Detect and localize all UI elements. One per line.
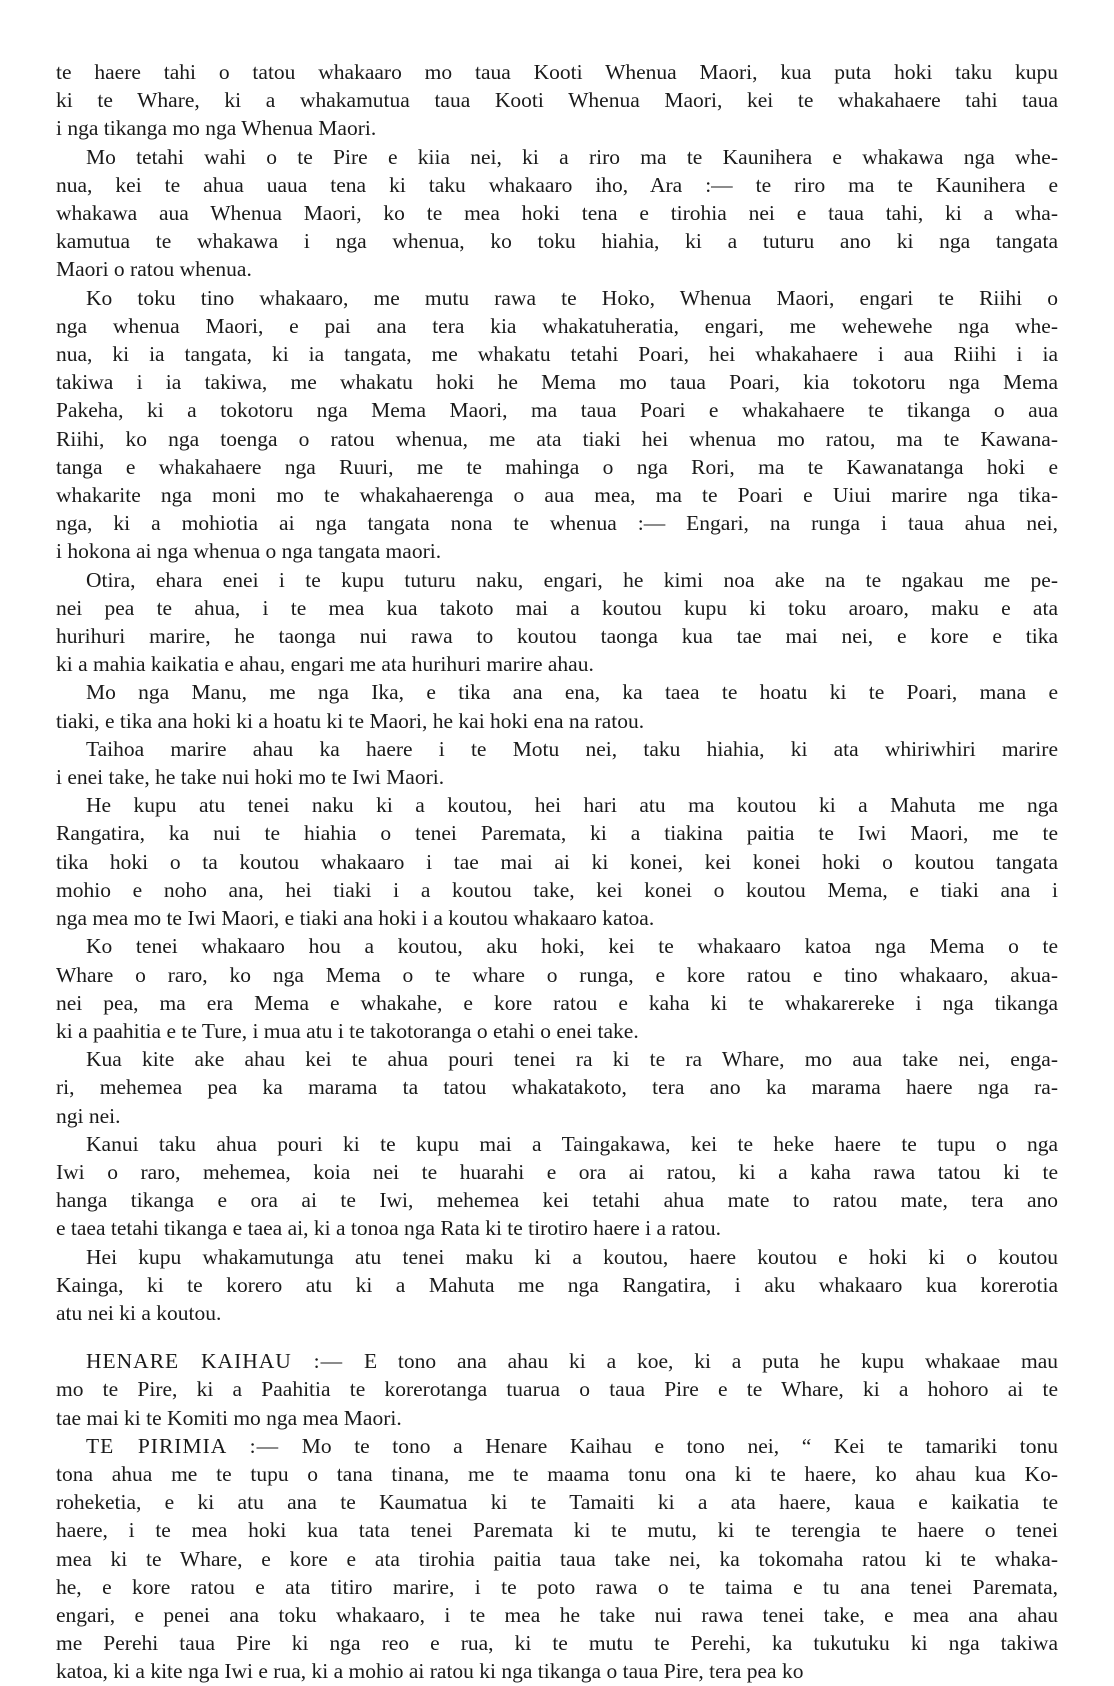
text-line: ki a mahia kaikatia e ahau, engari me ata hurihuri marire ahau. (56, 652, 594, 677)
text-line: Pakeha, ki a tokotoru nga Mema Maori, ma taua Poari e whakahaere te tikanga o aua (56, 398, 1058, 423)
text-line: ki a paahitia e te Ture, i mua atu i te takotoranga o etahi o enei take. (56, 1018, 639, 1043)
text-line: mo te Pire, ki a Paahitia te korerotanga tuarua o taua Pire e te Whare, ki a hohoro ai te (56, 1377, 1058, 1402)
text-line: Kanui taku ahua pouri ki te kupu mai a Taingakawa, kei te heke haere te tupu o nga (86, 1131, 1058, 1156)
text-line: i enei take, he take nui hoki mo te Iwi Maori. (56, 765, 445, 790)
text-line: ri, mehemea pea ka marama ta tatou whakatakoto, tera ano ka marama haere nga ra- (56, 1075, 1058, 1100)
text-line: e taea tetahi tikanga e taea ai, ki a tonoa nga Rata ki te tirotiro haere i a ratou. (56, 1216, 721, 1241)
text-line: roheketia, e ki atu ana te Kaumatua ki te Tamaiti ki a ata haere, kaua e kaikatia te (56, 1490, 1058, 1515)
paragraph (56, 932, 1058, 1045)
text-line: Otira, ehara enei i te kupu tuturu naku, engari, he kimi noa ake na te ngakau me pe- (86, 567, 1058, 592)
text-line: kamutua te whakawa i nga whenua, ko toku hiahia, ki a tuturu ano ki nga tangata (56, 229, 1058, 254)
text-line: ngi nei. (56, 1103, 121, 1128)
text-line: nei pea te ahua, i te mea kua takoto mai a koutou kupu ki toku aroaro, maku e ata (56, 595, 1058, 620)
text-line: tanga e whakahaere nga Ruuri, me te mahinga o nga Rori, ma te Kawanatanga hoki e (56, 454, 1058, 479)
text-line: Maori o ratou whenua. (56, 257, 252, 282)
text-line: katoa, ki a kite nga Iwi e rua, ki a mohio ai ratou ki nga tikanga o taua Pire, tera pea ko (56, 1659, 804, 1684)
text-line: Mo nga Manu, me nga Ika, e tika ana ena, ka taea te hoatu ki te Poari, mana e (86, 680, 1058, 705)
text-line: Mo tetahi wahi o te Pire e kiia nei, ki a riro ma te Kaunihera e whakawa nga whe- (86, 144, 1058, 169)
text-line: He kupu atu tenei naku ki a koutou, hei hari atu ma koutou ki a Mahuta me nga (86, 793, 1058, 818)
text-line: mohio e noho ana, hei tiaki i a koutou take, kei konei o koutou Mema, e tiaki ana i (56, 877, 1058, 902)
paragraph (56, 58, 1058, 143)
text-line: Whare o raro, ko nga Mema o te whare o runga, e kore ratou e tino whakaaro, akua- (56, 962, 1058, 987)
text-line: nua, ki ia tangata, ki ia tangata, me whakatu tetahi Poari, hei whakahaere i aua Riihi i ia (56, 342, 1058, 367)
text-line: tiaki, e tika ana hoki ki a hoatu ki te Maori, he kai hoki ena na ratou. (56, 708, 645, 733)
paragraph (56, 791, 1058, 932)
paragraph (56, 284, 1058, 566)
paragraph (56, 735, 1058, 791)
text-line: tona ahua me te tupu o tana tinana, me te maama tonu ona ki te haere, ko ahau kua Ko- (56, 1461, 1058, 1486)
text-line: Iwi o raro, mehemea, koia nei te huarahi e ora ai ratou, ki a kaha rawa tatou ki te (56, 1159, 1058, 1184)
text-line: Rangatira, ka nui te hiahia o tenei Paremata, ki a tiakina paitia te Iwi Maori, me te (56, 821, 1058, 846)
paragraph (56, 143, 1058, 284)
text-line: Kua kite ake ahau kei te ahua pouri tenei ra ki te ra Whare, mo aua take nei, enga- (86, 1047, 1058, 1072)
paragraph (56, 1130, 1058, 1243)
text-line: Kainga, ki te korero atu ki a Mahuta me nga Rangatira, i aku whakaaro kua korerotia (56, 1272, 1058, 1297)
text-line: whakawa aua Whenua Maori, ko te mea hoki tena e tirohia nei e taua tahi, ki a wha- (56, 201, 1058, 226)
text-line: he, e kore ratou e ata titiro marire, i te poto rawa o te taima e tu ana tenei Paremata, (56, 1574, 1058, 1599)
speech-text: E tono ana ahau ki a koe, ki a puta he kupu whakaae mau (343, 1349, 1059, 1374)
text-line: atu nei ki a koutou. (56, 1300, 222, 1325)
text-line: Riihi, ko nga toenga o ratou whenua, me ata tiaki hei whenua mo ratou, ma te Kawana- (56, 426, 1058, 451)
text-line (56, 1432, 1058, 1460)
paragraph (56, 678, 1058, 734)
text-line: ki te Whare, ki a whakamutua taua Kooti Whenua Maori, kei te whakahaere tahi taua (56, 88, 1058, 113)
text-line: mea ki te Whare, e kore e ata tirohia paitia taua take nei, ka tokomaha ratou ki te whaka- (56, 1546, 1058, 1571)
text-line: whakarite nga moni mo te whakahaerenga o aua mea, ma te Poari e Uiui marire nga tika- (56, 483, 1058, 508)
text-line: nga whenua Maori, e pai ana tera kia whakatuheratia, engari, me wehewehe nga whe- (56, 313, 1058, 338)
text-line: te haere tahi o tatou whakaaro mo taua Kooti Whenua Maori, kua puta hoki taku kupu (56, 60, 1058, 84)
text-line: nei pea, ma era Mema e whakahe, e kore ratou e kaha ki te whakarereke i nga tikanga (56, 990, 1058, 1015)
paragraph (56, 1243, 1058, 1328)
speaker-name: HENARE KAIHAU :— (86, 1349, 344, 1374)
text-line: Ko tenei whakaaro hou a koutou, aku hoki, kei te whakaaro katoa nga Mema o te (86, 934, 1058, 959)
speech-paragraph (56, 1347, 1058, 1432)
speech-paragraph (56, 1432, 1058, 1686)
speaker-name: TE PIRIMIA :— (86, 1433, 280, 1458)
text-line: Taihoa marire ahau ka haere i te Motu nei, taku hiahia, ki ata whiriwhiri marire (86, 736, 1058, 761)
text-line: i nga tikanga mo nga Whenua Maori. (56, 116, 377, 141)
text-line: haere, i te mea hoki kua tata tenei Paremata ki te mutu, ki te terengia te haere o tenei (56, 1518, 1058, 1543)
text-line: tae mai ki te Komiti mo nga mea Maori. (56, 1405, 402, 1430)
text-line: nua, kei te ahua uaua tena ki taku whakaaro iho, Ara :— te riro ma te Kaunihera e (56, 172, 1058, 197)
text-line: nga mea mo te Iwi Maori, e tiaki ana hoki i a koutou whakaaro katoa. (56, 906, 655, 931)
text-line: me Perehi taua Pire ki nga reo e rua, ki te mutu te Perehi, ka tukutuku ki nga takiwa (56, 1631, 1058, 1656)
text-line: hurihuri marire, he taonga nui rawa to koutou taonga kua tae mai nei, e kore e tika (56, 624, 1058, 649)
text-line: i hokona ai nga whenua o nga tangata maori. (56, 539, 442, 564)
paragraph (56, 1045, 1058, 1130)
text-line: Hei kupu whakamutunga atu tenei maku ki a koutou, haere koutou e hoki ki o koutou (86, 1244, 1058, 1269)
text-line: nga, ki a mohiotia ai nga tangata nona te whenua :— Engari, na runga i taua ahua nei, (56, 511, 1058, 536)
text-line: hanga tikanga e ora ai te Iwi, mehemea kei tetahi ahua mate to ratou mate, tera ano (56, 1188, 1058, 1213)
text-line: Ko toku tino whakaaro, me mutu rawa te Hoko, Whenua Maori, engari te Riihi o (86, 285, 1058, 310)
text-line: takiwa i ia takiwa, me whakatu hoki he Mema mo taua Poari, kia tokotoru nga Mema (56, 370, 1058, 395)
text-line (56, 1347, 1058, 1375)
text-line: engari, e penei ana toku whakaaro, i te mea he take nui rawa tenei take, e mea ana ahau (56, 1602, 1058, 1627)
paragraph (56, 566, 1058, 679)
speech-text: Mo te tono a Henare Kaihau e tono nei, “ Kei te tamariki tonu (279, 1433, 1059, 1458)
section-gap (56, 1327, 1058, 1347)
document-page (56, 58, 1058, 1686)
text-line: tika hoki o ta koutou whakaaro i tae mai ai ki konei, kei konei hoki o koutou tangata (56, 849, 1058, 874)
